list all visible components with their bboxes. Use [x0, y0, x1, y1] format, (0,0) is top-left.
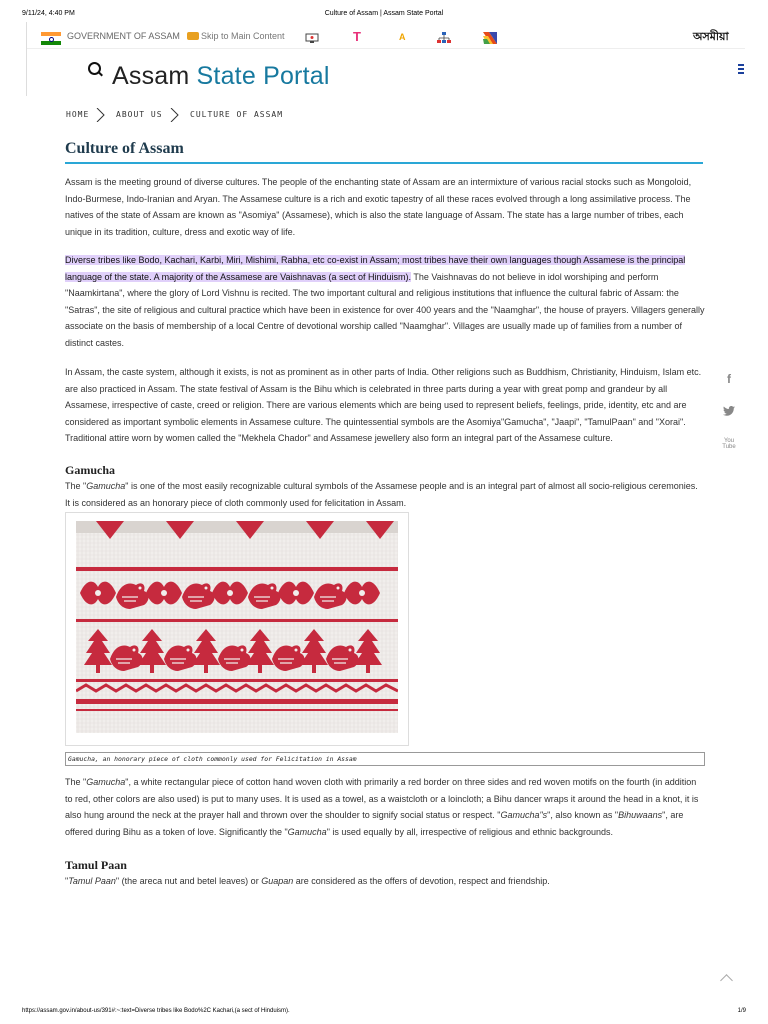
gamucha-uses-paragraph: The "Gamucha", a white rectangular piece of cotton hand woven cloth with primarily a red border on three sides and red woven motifs on the fourth (in addition to red, other colors are also used) is put to many uses. It is used as a towel, as a waistcloth or a loincloth; a Bihu dancer wraps it around the head in a knot, it is also hung around the neck at the prayer hall and thrown over the shoulder to signify social status or respect. "Gamucha"s", also known as "Bihuwaans", are offered during Bihu as a token of love. Significantly the "Gamucha" is used equally by all, irrespective of religious and ethnic backgrounds. — [65, 777, 699, 837]
facebook-icon[interactable]: f — [727, 372, 731, 386]
header-left-edge — [26, 48, 27, 96]
scroll-to-top-icon[interactable] — [720, 974, 733, 987]
hamburger-menu-icon[interactable] — [738, 64, 744, 76]
image-caption: Gamucha, an honorary piece of cloth commonly used for Felicitation in Assam — [65, 752, 705, 766]
site-title[interactable] — [112, 62, 330, 91]
title-underline — [65, 162, 703, 164]
highlighted-text: Diverse tribes like Bodo, Kachari, Karbi, Miri, Mishimi, Rabha, etc co-exist in Assam; most tribes have their own languages though Assamese is the principal language of the state. A majority of the Assamese are Vaishnavas (a sect of Hinduism). — [65, 255, 686, 282]
language-toggle[interactable]: অসমীয়া — [693, 31, 729, 43]
print-datetime: 9/11/24, 4:40 PM — [22, 10, 75, 17]
site-title-part1: Assam — [112, 62, 190, 90]
gamucha-heading: Gamucha — [65, 463, 116, 477]
caste-religion-paragraph: In Assam, the caste system, although it exists, is not as prominent as in other parts of India. Other religions such as Buddhism, Christianity, Hinduism, Islam etc. are also practiced in Assam. The state festival of Assam is the Bihu which is celebrated in three parts during a year with great pomp and grandeur by all Assamese, irrespective of caste, creed or religion. There are various elements which are being used to represent beliefs, feelings, pride, identity, etc and are considered as important symbolic elements in Assamese culture. The quintessential symbols are the Asomiya"Gamucha", "Jaapi", "TamulPaan" and "Xorai". Traditional attire worn by women called the "Mekhela Chador" and Assamese jewellery also form an integral part of the Assamese culture. — [65, 367, 702, 444]
site-title-part2: State Portal — [189, 62, 330, 90]
page-title: Culture of Assam — [65, 140, 184, 157]
youtube-icon[interactable]: You Tube — [722, 438, 736, 450]
skip-label: Skip to Main Content — [201, 31, 285, 41]
search-icon[interactable] — [88, 62, 101, 75]
top-utility-bar — [26, 22, 745, 49]
print-page-title: Culture of Assam | Assam State Portal — [324, 10, 444, 17]
contrast-icon[interactable]: A — [399, 32, 406, 42]
print-footer — [0, 1004, 768, 1024]
tribes-paragraph-rest: The Vaishnavas do not believe in idol worshiping and perform "Naamkirtana", where the glory of Lord Vishnu is recited. The two important cultural and religious institutions that influence the cultural fabric of Assam: the "Satras", the site of religious and cultural practice which have been in existence for over 400 years and the "Naamghar", the house of prayers. Villagers generally associate on the basis of membership of a local Centre of devotional worship called "Naamghar". Villages are usually made up of families from a number of distinct castes. — [65, 271, 705, 348]
print-header — [0, 0, 768, 22]
color-theme-icon[interactable] — [483, 32, 497, 47]
twitter-icon[interactable] — [722, 406, 736, 419]
skip-to-main-link[interactable] — [187, 31, 285, 41]
print-url: https://assam.gov.in/about-us/391#:~:text=Diverse tribes like Bodo%2C Kachari,(a sect of Hinduism). — [22, 1008, 290, 1014]
skip-icon — [187, 32, 199, 40]
breadcrumb-current: CULTURE OF ASSAM — [190, 110, 284, 119]
intro-paragraph: Assam is the meeting ground of diverse cultures. The people of the enchanting state of Assam are an intermixture of various racial stocks such as Mongoloid, Indo-Burmese, Indo-Iranian and Aryan. The Assamese culture is a rich and exotic tapestry of all these races evolved through a long assimilative process. The natives of the state of Assam are known as "Asomiya" (Assamese), which is also the state language of Assam. The state has a large number of tribes, each unique in its tradition, culture, dress and exotic way of life. — [65, 177, 692, 237]
gamucha-image — [76, 521, 398, 733]
font-size-icon[interactable]: T — [353, 29, 361, 44]
screen-reader-icon[interactable] — [305, 32, 319, 47]
india-flag-icon — [41, 32, 61, 45]
tribes-paragraph — [65, 252, 705, 352]
breadcrumb-about-us[interactable]: ABOUT US — [116, 110, 163, 119]
gamucha-intro-paragraph: The "Gamucha" is one of the most easily recognizable cultural symbols of the Assamese people and is an integral part of almost all socio-religious ceremonies. It is considered as an honorary piece of cloth commonly used for felicitation in Assam. — [65, 481, 698, 508]
tamul-paan-paragraph: "Tamul Paan" (the areca nut and betel leaves) or Guapan are considered as the offers of devotion, respect and friendship. — [65, 876, 550, 886]
chevron-right-icon — [168, 108, 180, 122]
tamul-paan-heading: Tamul Paan — [65, 858, 127, 872]
breadcrumb-home[interactable]: HOME — [66, 110, 90, 119]
government-of-assam-link[interactable]: GOVERNMENT OF ASSAM — [67, 31, 180, 41]
chevron-right-icon — [94, 108, 106, 122]
gamucha-image-frame — [65, 512, 409, 746]
sitemap-icon[interactable] — [437, 32, 451, 47]
print-page-number: 1/9 — [737, 1008, 746, 1014]
